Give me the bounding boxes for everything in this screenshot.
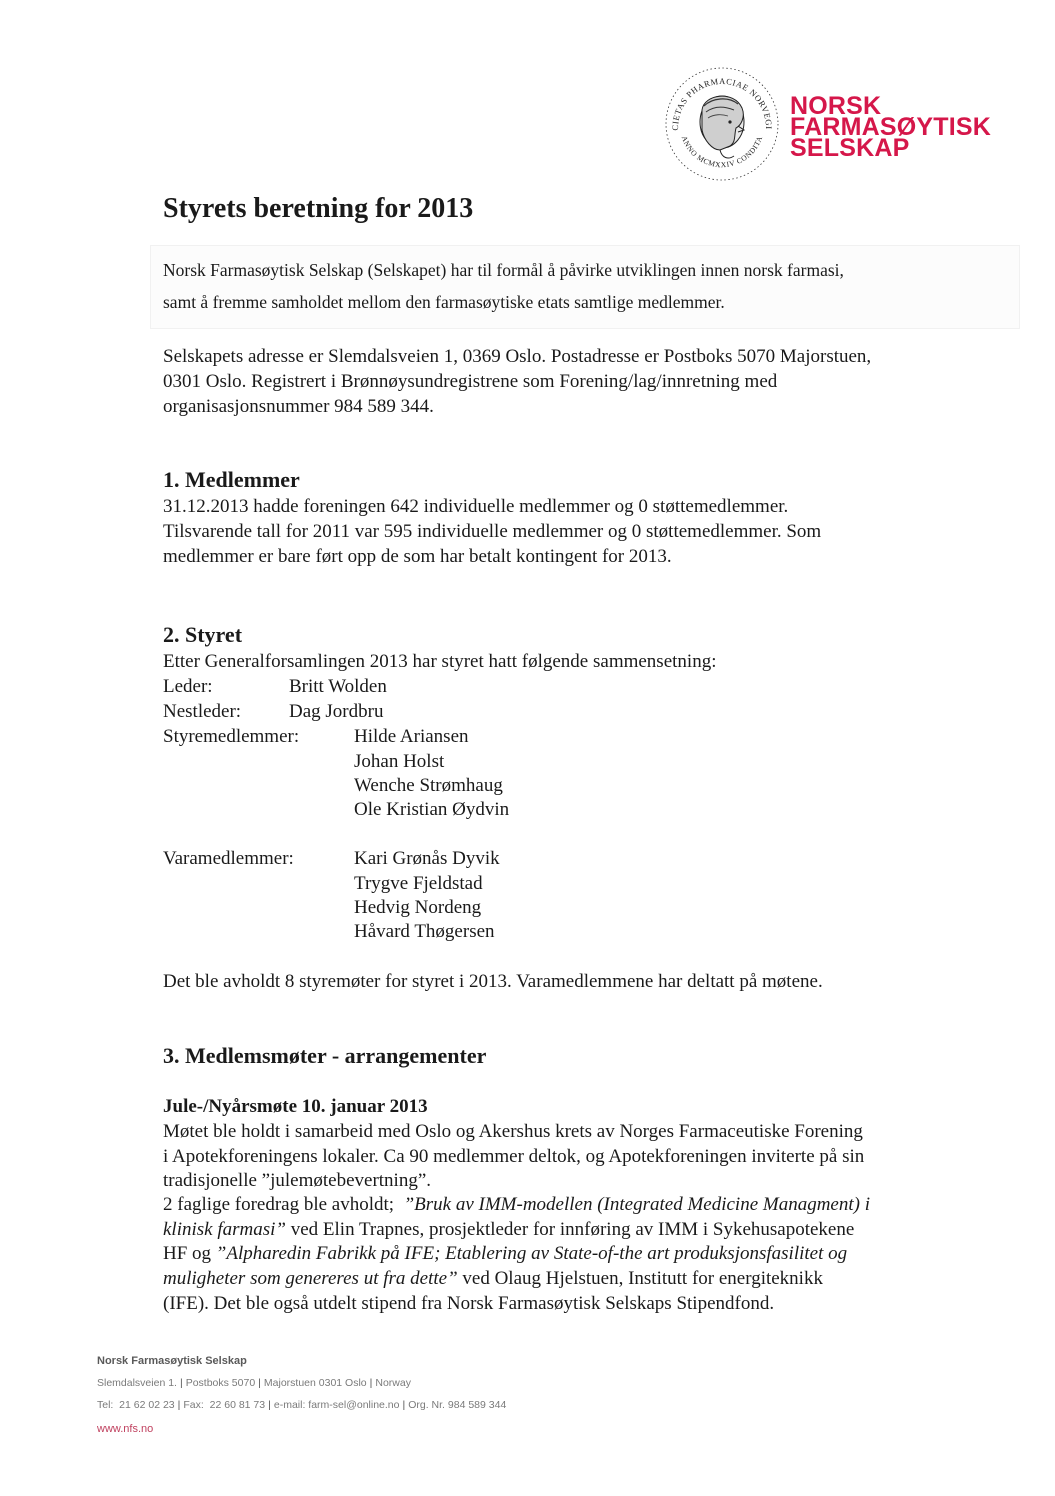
intro-box <box>150 245 1020 329</box>
event-subheading: Jule-/Nyårsmøte 10. januar 2013 <box>163 1096 428 1117</box>
board-member: Johan Holst <box>354 751 445 772</box>
seal-text-bottom: ANNO MCMXXIV CONDITA <box>679 134 765 170</box>
event-p2-line-1-plain: 2 faglige foredrag ble avholdt; <box>163 1194 404 1215</box>
event-p2-line-2-plain: ved Elin Trapnes, prosjektleder for innføring av IMM i Sykehusapotekene <box>285 1219 855 1240</box>
event-p1-line-1: Møtet ble holdt i samarbeid med Oslo og Akershus krets av Norges Farmaceutiske Forening <box>163 1121 863 1142</box>
event-p2-line-4-plain: ved Olaug Hjelstuen, Institutt for energiteknikk <box>457 1268 823 1289</box>
intro-line-2: samt å fremme samholdet mellom den farmasøytiske etats samtlige medlemmer. <box>163 292 725 312</box>
deputy-label: Nestleder: <box>163 701 242 722</box>
intro-line-1: Norsk Farmasøytisk Selskap (Selskapet) har til formål å påvirke utviklingen innen norsk farmasi, <box>163 260 844 280</box>
footer-contact: Tel: 21 62 02 23 | Fax: 22 60 81 73 | e-mail: farm-sel@online.no | Org. Nr. 984 589 344 <box>97 1399 507 1411</box>
seal-graphic <box>664 66 780 182</box>
event-p2-line-1 <box>163 1192 870 1217</box>
event-p2-line-3 <box>163 1241 847 1266</box>
footer-phone: Tel: 21 62 02 23 <box>97 1399 175 1411</box>
alternate-member: Hedvig Nordeng <box>354 897 482 918</box>
footer-addr-part: Majorstuen 0301 Oslo <box>263 1377 367 1389</box>
board-member: Ole Kristian Øydvin <box>354 799 510 820</box>
footer-website-link[interactable]: www.nfs.no <box>97 1423 154 1435</box>
address-line-3: organisasjonsnummer 984 589 344. <box>163 396 434 417</box>
lecture-title-1b: klinisk farmasi” <box>163 1219 286 1240</box>
footer-fax: Fax: 22 60 81 73 <box>183 1399 266 1411</box>
event-p2-line-5: (IFE). Det ble også utdelt stipend fra Norsk Farmasøytisk Selskaps Stipendfond. <box>163 1293 775 1314</box>
board-intro: Etter Generalforsamlingen 2013 har styret hatt følgende sammensetning: <box>163 651 717 672</box>
event-p1-line-3: tradisjonelle ”julemøtebevertning”. <box>163 1170 432 1191</box>
leader-label: Leder: <box>163 676 213 697</box>
brand-line-3: SELSKAP <box>790 134 910 162</box>
board-members-label: Styremedlemmer: <box>163 726 300 747</box>
section-heading-board: 2. Styret <box>163 622 243 647</box>
members-line-1: 31.12.2013 hadde foreningen 642 individuelle medlemmer og 0 støttemedlemmer. <box>163 496 789 517</box>
address-line-2: 0301 Oslo. Registrert i Brønnøysundregistrene som Forening/lag/innretning med <box>163 371 778 392</box>
footer-address: Slemdalsveien 1. | Postboks 5070 | Majorstuen 0301 Oslo | Norway <box>97 1377 411 1389</box>
board-member: Wenche Strømhaug <box>354 775 503 796</box>
deputy-name: Dag Jordbru <box>289 701 384 722</box>
seal-text-top: CIETAS PHARMACIAE NORVEGI <box>669 75 775 131</box>
lecture-title-2b: muligheter som genereres ut fra dette” <box>163 1268 458 1289</box>
alternate-member: Kari Grønås Dyvik <box>354 848 500 869</box>
footer-org-name: Norsk Farmasøytisk Selskap <box>97 1355 247 1367</box>
alternates-label: Varamedlemmer: <box>163 848 294 869</box>
profile-head-icon <box>700 96 744 158</box>
footer-addr-part: Postboks 5070 <box>185 1377 256 1389</box>
society-seal-logo <box>664 66 780 182</box>
footer-addr-part: Norway <box>375 1377 411 1389</box>
address-line-1: Selskapets adresse er Slemdalsveien 1, 0369 Oslo. Postadresse er Postboks 5070 Majorstuen, <box>163 346 872 367</box>
footer-addr-part: Slemdalsveien 1. <box>97 1377 177 1389</box>
footer-email: e-mail: farm-sel@online.no <box>273 1399 400 1411</box>
event-p2-line-4 <box>163 1266 823 1291</box>
members-line-3: medlemmer er bare ført opp de som har betalt kontingent for 2013. <box>163 546 672 567</box>
event-p1-line-2: i Apotekforeningens lokaler. Ca 90 medlemmer deltok, og Apotekforeningen inviterte på sin <box>163 1146 865 1167</box>
board-meetings-text: Det ble avholdt 8 styremøter for styret i 2013. Varamedlemmene har deltatt på møtene. <box>163 971 823 992</box>
alternate-member: Håvard Thøgersen <box>354 921 495 942</box>
section-heading-members: 1. Medlemmer <box>163 467 300 492</box>
event-p2-line-3-plain: HF og <box>163 1243 216 1264</box>
lecture-title-2a: ”Alpharedin Fabrikk på IFE; Etablering av State-of-the art produksjonsfasilitet og <box>215 1243 848 1264</box>
board-member: Hilde Ariansen <box>354 726 469 747</box>
brand-wordmark <box>790 92 992 162</box>
leader-name: Britt Wolden <box>289 676 387 697</box>
lecture-title-1a: ”Bruk av IMM-modellen (Integrated Medicine Managment) i <box>403 1194 871 1215</box>
brand-line-1: NORSK <box>790 92 882 120</box>
section-heading-events: 3. Medlemsmøter - arrangementer <box>163 1043 487 1068</box>
alternate-member: Trygve Fjeldstad <box>354 873 483 894</box>
event-p2-line-2 <box>163 1217 854 1242</box>
members-line-2: Tilsvarende tall for 2011 var 595 individuelle medlemmer og 0 støttemedlemmer. Som <box>163 521 822 542</box>
footer-org-number: Org. Nr. 984 589 344 <box>408 1399 507 1411</box>
brand-line-2: FARMASØYTISK <box>790 113 992 141</box>
document-title: Styrets beretning for 2013 <box>163 193 474 224</box>
